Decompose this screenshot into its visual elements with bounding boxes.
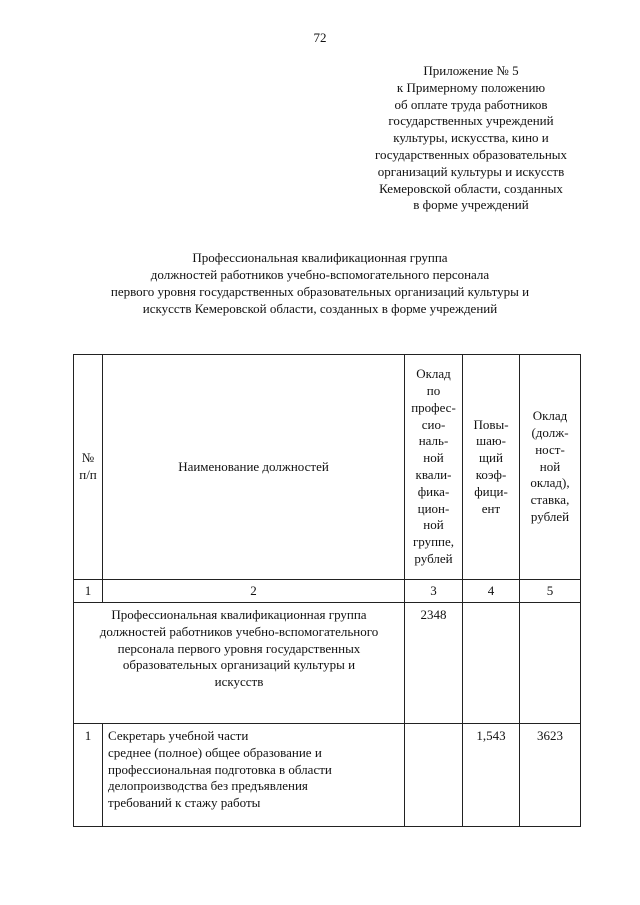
header-text: оклад), — [530, 475, 570, 491]
group-name-cell — [74, 603, 405, 724]
header-text: ност- — [535, 441, 565, 457]
appendix-line: к Примерному положению — [396, 79, 546, 95]
header-text: ставка, — [530, 492, 570, 508]
header-text: (долж- — [531, 425, 569, 440]
header-coefficient — [463, 355, 520, 580]
header-text: ной — [423, 517, 444, 533]
header-text: ной — [423, 450, 444, 466]
empty-cell — [463, 603, 520, 724]
salary-table — [73, 354, 581, 827]
header-text: рублей — [530, 508, 570, 524]
group-name-line: искусств — [214, 674, 264, 690]
position-name-line: профессиональная подготовка в области — [108, 761, 332, 777]
header-text: профес- — [411, 399, 456, 415]
column-number: 4 — [463, 580, 520, 603]
header-text: ент — [481, 500, 501, 516]
column-number: 3 — [405, 580, 463, 603]
appendix-line: об оплате труда работников — [394, 96, 548, 112]
appendix-line: Приложение № 5 — [423, 63, 519, 78]
header-position-name — [103, 355, 405, 580]
header-text: наль- — [418, 433, 449, 449]
position-name-line: делопроизводства без предъявления — [108, 778, 308, 794]
header-text: коэф- — [475, 467, 507, 482]
empty-cell — [405, 724, 463, 827]
title-line: Профессиональная квалификационная группа — [192, 250, 448, 265]
appendix-line: культуры, искусства, кино и — [393, 130, 549, 146]
position-name-line: Секретарь учебной части — [108, 728, 249, 743]
header-group-salary — [405, 355, 463, 580]
appendix-line: государственных учреждений — [388, 113, 554, 129]
header-text: № — [81, 450, 95, 466]
header-text: Оклад — [532, 408, 568, 424]
header-text: сио- — [421, 416, 446, 432]
coefficient-cell: 1,543 — [463, 724, 520, 827]
appendix-line: Кемеровской области, созданных — [379, 180, 563, 196]
column-number: 5 — [520, 580, 581, 603]
appendix-line: организаций культуры и искусств — [377, 163, 565, 179]
header-text: квали- — [415, 467, 452, 482]
header-text: цион- — [417, 500, 450, 516]
header-text: щий — [479, 450, 503, 466]
header-text: Оклад — [416, 366, 451, 382]
row-number: 1 — [74, 724, 103, 827]
salary-cell: 3623 — [520, 724, 581, 827]
document-title — [50, 249, 590, 317]
header-text: п/п — [79, 467, 97, 482]
group-salary-cell: 2348 — [405, 603, 463, 724]
empty-cell — [520, 603, 581, 724]
header-num — [74, 355, 103, 580]
table-row — [74, 724, 581, 827]
header-row — [74, 355, 581, 580]
header-text: рублей — [414, 550, 453, 566]
position-name-line: среднее (полное) общее образование и — [108, 744, 322, 760]
column-number: 2 — [103, 580, 405, 603]
header-text: Наименование должностей — [178, 458, 329, 474]
group-name-line: Профессиональная квалификационная группа — [111, 607, 367, 622]
appendix-line: государственных образовательных — [374, 146, 568, 162]
header-text: по — [426, 383, 441, 399]
page-number: 72 — [313, 30, 327, 45]
header-text: Повы- — [473, 416, 509, 432]
appendix-line: в форме учреждений — [413, 197, 529, 213]
title-line: должностей работников учебно-вспомогательного персонала — [150, 267, 490, 282]
position-name-line: требований к стажу работы — [108, 795, 261, 811]
header-text: шаю- — [476, 433, 506, 449]
header-text: фици- — [474, 483, 508, 499]
group-name-line: образовательных организаций культуры и — [122, 657, 356, 673]
header-text: группе, — [412, 534, 455, 550]
title-line: первого уровня государственных образовательных организаций культуры и — [110, 284, 530, 299]
column-number: 1 — [74, 580, 103, 603]
group-name-line: должностей работников учебно-вспомогательного — [99, 623, 379, 639]
header-text: ной — [539, 458, 561, 474]
group-name-line: персонала первого уровня государственных — [117, 640, 361, 656]
header-text: фика- — [417, 483, 450, 499]
position-name-cell — [103, 724, 405, 827]
appendix-header — [352, 63, 590, 214]
header-position-salary — [520, 355, 581, 580]
column-number-row — [74, 580, 581, 603]
title-line: искусств Кемеровской области, созданных в форме учреждений — [142, 301, 498, 316]
qualification-group-row — [74, 603, 581, 724]
